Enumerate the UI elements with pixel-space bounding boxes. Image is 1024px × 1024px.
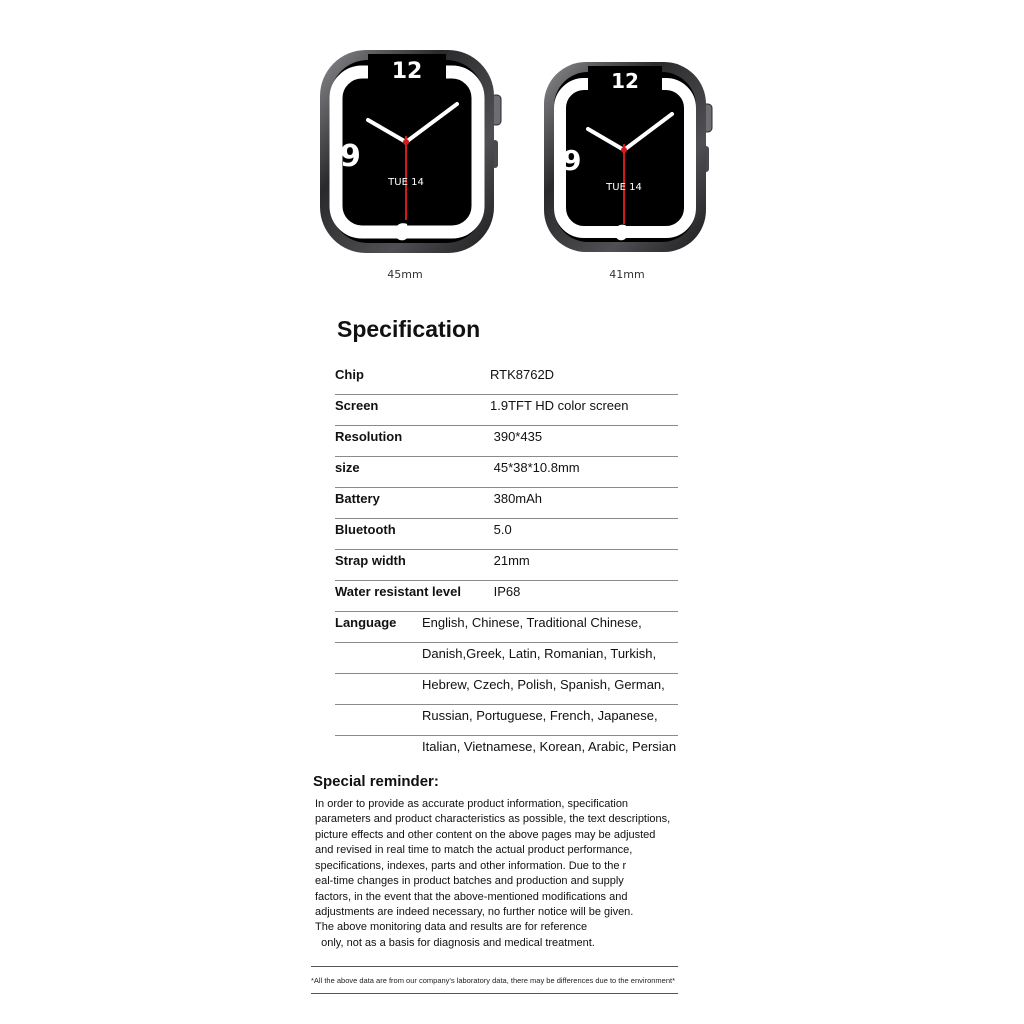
spec-row-language-cont	[335, 642, 678, 674]
dial-numeral-12: 12	[391, 59, 423, 84]
watch-45mm-graphic	[318, 48, 504, 256]
reminder-line: factors, in the event that the above-mentioned modifications and	[315, 891, 628, 903]
reminder-line: In order to provide as accurate product information, specification	[315, 798, 629, 810]
reminder-line: eal-time changes in product batches and production and supply	[315, 875, 624, 887]
spec-value: 380mAh	[490, 491, 543, 506]
reminder-line: adjustments are indeed necessary, no further notice will be given.	[315, 906, 634, 918]
spec-value: IP68	[490, 584, 521, 599]
language-line: Danish,Greek, Latin, Romanian, Turkish,	[422, 646, 657, 661]
language-line: Hebrew, Czech, Polish, Spanish, German,	[422, 677, 665, 692]
spec-row-language	[335, 611, 678, 643]
reminder-line: The above monitoring data and results are for reference	[315, 921, 588, 933]
watch-45mm-caption: 45mm	[387, 268, 423, 281]
dial-numeral-12: 12	[611, 69, 639, 93]
spec-label: Strap width	[335, 553, 406, 568]
reminder-line: specifications, indexes, parts and other information. Due to the r	[315, 860, 627, 872]
watch-41mm-image	[542, 60, 717, 256]
spec-value: RTK8762D	[490, 367, 555, 382]
spec-label: Water resistant level	[335, 584, 461, 599]
footnote: *All the above data are from our company's laboratory data, there may be differences due to the environment*	[311, 976, 676, 985]
spec-label: Chip	[335, 367, 364, 382]
reminder-line: and revised in real time to match the actual product performance,	[315, 844, 633, 856]
footnote-top-rule	[311, 966, 678, 967]
spec-label: Language	[335, 615, 397, 630]
language-line: Russian, Portuguese, French, Japanese,	[422, 708, 658, 723]
watch-date: TUE 14	[606, 182, 642, 193]
watch-45mm-image	[318, 48, 504, 256]
footnote-bottom-rule	[311, 993, 678, 994]
language-line: English, Chinese, Traditional Chinese,	[422, 615, 642, 630]
spec-row-strap-width	[335, 549, 678, 581]
watch-41mm-graphic	[542, 60, 717, 256]
specification-title: Specification	[337, 316, 481, 342]
spec-value: 45*38*10.8mm	[490, 460, 580, 475]
spec-value: 5.0	[490, 522, 512, 537]
spec-row-size	[335, 456, 678, 488]
spec-row-bluetooth	[335, 518, 678, 550]
spec-row-water-resistant-level	[335, 580, 678, 612]
spec-row-language-cont	[335, 735, 678, 766]
spec-label: size	[335, 460, 360, 475]
language-line: Italian, Vietnamese, Korean, Arabic, Persian	[422, 739, 677, 754]
spec-label: Bluetooth	[335, 522, 396, 537]
spec-row-chip	[335, 363, 678, 395]
spec-value: 1.9TFT HD color screen	[490, 398, 629, 413]
reminder-line: parameters and product characteristics as possible, the text descriptions,	[315, 813, 671, 825]
watch-41mm-caption: 41mm	[609, 268, 645, 281]
reminder-title: Special reminder:	[313, 773, 439, 790]
spec-row-language-cont	[335, 704, 678, 736]
dial-numeral-9: 9	[340, 139, 361, 174]
reminder-line: only, not as a basis for diagnosis and medical treatment.	[315, 937, 595, 949]
spec-label: Battery	[335, 491, 380, 506]
dial-numeral-9: 9	[562, 144, 582, 177]
spec-value: 390*435	[490, 429, 543, 444]
spec-row-language-cont	[335, 673, 678, 705]
dial-numeral-6: 6	[614, 221, 628, 245]
dial-numeral-6: 6	[394, 221, 410, 246]
spec-row-resolution	[335, 425, 678, 457]
spec-label: Resolution	[335, 429, 403, 444]
reminder-line: picture effects and other content on the above pages may be adjusted	[315, 829, 656, 841]
watch-date: TUE 14	[388, 177, 424, 188]
spec-label: Screen	[335, 398, 379, 413]
spec-row-screen	[335, 394, 678, 426]
spec-value: 21mm	[490, 553, 530, 568]
spec-row-battery	[335, 487, 678, 519]
